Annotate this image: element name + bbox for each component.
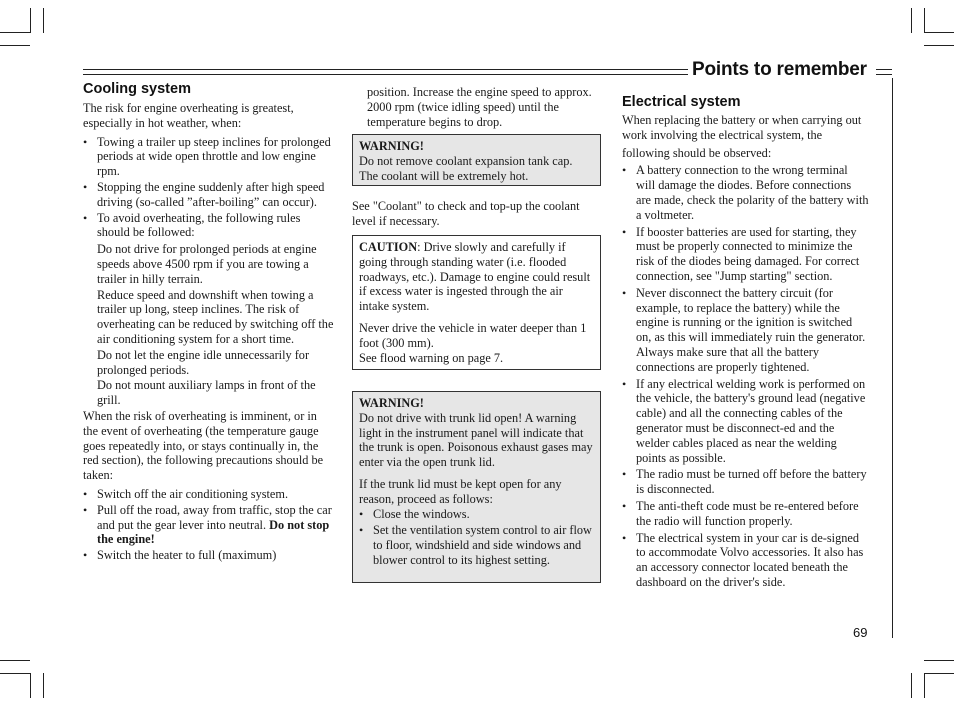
caution-flood-reference: See flood warning on page 7. — [359, 350, 504, 365]
do-not-stop-engine-text: Do not stop the engine! — [97, 517, 330, 547]
header-tail-bottom — [876, 74, 892, 75]
warning-title: WARNING! — [359, 396, 424, 410]
bullet-icon: • — [83, 548, 88, 563]
list-item: • Switch off the air conditioning system. — [83, 486, 289, 501]
coolant-warning-box — [352, 134, 601, 186]
warning-instructions: If the trunk lid must be kept open for any reason, proceed as follows: — [359, 476, 562, 506]
electrical-intro-2: following should be observed: — [622, 145, 772, 160]
header-tail-top — [876, 69, 892, 70]
caution-box — [352, 235, 601, 370]
list-item: • Close the windows. — [359, 506, 470, 521]
list-item: • Pull off the road, away from traffic, stop the car and put the gear lever into neutral. Do not stop the engine! — [83, 502, 332, 547]
caution-paragraph: CAUTION: Drive slowly and carefully if going through standing water (i.e. flooded roadways, etc.). Damage to engine could result if excess water is ingested through the air intake system. — [359, 240, 591, 314]
cooling-system-section — [83, 80, 335, 563]
list-item: • Never disconnect the battery circuit (for example, to replace the battery) while the engine is running or the ignition is switched on, as this will immediately ruin the generator. Always make sure that all the battery connections are properly tightened. — [622, 285, 866, 374]
bullet-icon: • — [622, 376, 627, 391]
caution-title: CAUTION — [359, 240, 418, 254]
page-title: Points to remember — [692, 59, 867, 80]
warning-title: WARNING! — [359, 139, 424, 153]
bullet-icon: • — [83, 134, 88, 149]
header-rule-bottom — [83, 74, 688, 75]
list-item: • If any electrical welding work is performed on the vehicle, the battery's ground lead (negative cable) and all the connecting cables of the generator must be disconnect-ed and the welder cables placed as near the welding points as possible. — [622, 376, 866, 465]
overheating-risk-text: When the risk of overheating is imminent, or in the event of overheating (the temperature gauge goes repeatedly into, or stays continually in, the red section), the following precautions should be taken: — [83, 408, 324, 483]
warning-text: Do not remove coolant expansion tank cap. The coolant will be extremely hot. — [359, 153, 573, 183]
rule-item: Do not let the engine idle unnecessarily for prolonged periods. — [97, 347, 310, 377]
list-item: • The radio must be turned off before the battery is disconnected. — [622, 467, 867, 497]
bullet-icon: • — [622, 498, 627, 513]
bullet-icon: • — [359, 523, 364, 538]
list-item: • The anti-theft code must be re-entered before the radio will function properly. — [622, 498, 859, 528]
list-item: • Towing a trailer up steep inclines for prolonged periods at wide open throttle and low engine rpm. — [83, 134, 331, 179]
rule-item: Reduce speed and downshift when towing a trailer up long, steep inclines. The risk of overheating can be reduced by switching off the air conditioning system for a short time. — [97, 287, 334, 346]
bullet-icon: • — [83, 210, 88, 225]
list-item: • Stopping the engine suddenly after high speed driving (so-called ”after-boiling” can occur). — [83, 179, 325, 209]
bullet-icon: • — [622, 163, 627, 178]
list-item: • Set the ventilation system control to air flow to floor, windshield and side windows and blower control to its highest setting. — [359, 523, 592, 567]
rule-item: Do not drive for prolonged periods at engine speeds above 4500 rpm if you are towing a trailer in hilly terrain. — [97, 242, 317, 286]
bullet-icon: • — [83, 486, 88, 501]
electrical-intro: When replacing the battery or when carrying out work involving the electrical system, the — [622, 113, 862, 142]
bullet-icon: • — [622, 530, 627, 545]
list-item: • If booster batteries are used for starting, they must be properly connected to minimize the risk of the diodes being damaged. For correct connection, see "Jump starting" section. — [622, 224, 860, 283]
list-item: • Switch the heater to full (maximum) — [83, 548, 277, 563]
cooling-system-heading: Cooling system — [83, 81, 191, 97]
page-number: 69 — [853, 625, 868, 640]
caution-depth-text: Never drive the vehicle in water deeper than 1 foot (300 mm). — [359, 320, 587, 350]
continued-paragraph: position. Increase the engine speed to approx. 2000 rpm (twice idling speed) until the temperature begins to drop. — [367, 85, 592, 129]
list-item: • To avoid overheating, the following rules should be followed: — [83, 210, 301, 240]
list-item: • A battery connection to the wrong terminal will damage the diodes. Before connections are made, check the polarity of the battery with a voltmeter. — [622, 163, 869, 222]
warning-text: Do not drive with trunk lid open! A warning light in the instrument panel will indicate that the trunk is open. Poisonous exhaust gases may enter via the open trunk lid. — [359, 410, 593, 470]
coolant-reference — [352, 199, 602, 229]
right-vertical-rule — [892, 78, 893, 638]
bullet-icon: • — [622, 224, 627, 239]
bullet-icon: • — [83, 502, 88, 517]
cooling-intro: The risk for engine overheating is greatest, especially in hot weather, when: — [83, 101, 294, 130]
coolant-reference-text: See "Coolant" to check and top-up the coolant level if necessary. — [352, 199, 580, 228]
electrical-system-heading: Electrical system — [622, 94, 741, 110]
continued-text — [367, 85, 605, 129]
bullet-icon: • — [622, 467, 627, 482]
bullet-icon: • — [83, 179, 88, 194]
rule-item: Do not mount auxiliary lamps in front of the grill. — [97, 378, 316, 408]
electrical-system-section — [622, 93, 869, 590]
trunk-warning-box — [352, 391, 601, 583]
bullet-icon: • — [359, 506, 364, 521]
list-item: • The electrical system in your car is de-signed to accommodate Volvo accessories. It also has an accessory connector located beneath the dashboard on the driver's side. — [622, 530, 864, 589]
bullet-icon: • — [622, 285, 627, 300]
header-rule-top — [83, 69, 688, 70]
